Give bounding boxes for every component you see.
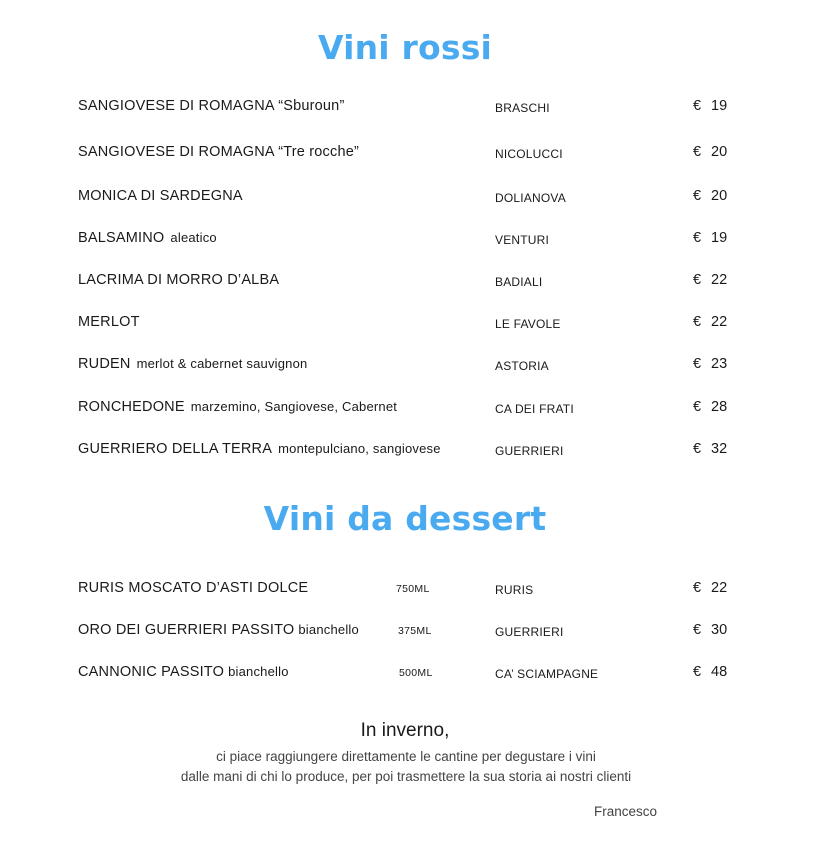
- currency-symbol: €: [693, 272, 702, 288]
- section-title-red-wines: Vini rossi: [317, 28, 493, 67]
- grape-variety: merlot & cabernet sauvignon: [136, 356, 308, 371]
- wine-main-name: ORO DEI GUERRIERI PASSITO: [78, 622, 295, 638]
- currency-symbol: €: [693, 441, 702, 457]
- currency-symbol: €: [693, 314, 702, 330]
- signature: Francesco: [594, 804, 658, 819]
- producer-name: GUERRIERI: [495, 444, 564, 458]
- wine-name: LACRIMA DI MORRO D’ALBA: [78, 272, 280, 288]
- price: 22: [711, 580, 728, 596]
- wine-row: [0, 144, 833, 168]
- note-line-1: ci piace raggiungere direttamente le cantine per degustare i vini: [216, 749, 596, 764]
- producer-name: RURIS: [495, 583, 534, 597]
- price: 28: [711, 399, 728, 415]
- wine-name: SANGIOVESE DI ROMAGNA “Sburoun”: [78, 98, 345, 114]
- currency-symbol: €: [693, 622, 702, 638]
- wine-row: [0, 399, 833, 423]
- wine-row: [0, 622, 833, 646]
- bottle-size: 375ML: [398, 625, 432, 637]
- currency-symbol: €: [693, 580, 702, 596]
- grape-variety: montepulciano, sangiovese: [278, 441, 441, 456]
- wine-name: [78, 230, 217, 246]
- wine-row: [0, 230, 833, 254]
- price: 48: [711, 664, 728, 680]
- price: 23: [711, 356, 728, 372]
- wine-name: [78, 399, 397, 415]
- currency-symbol: €: [693, 98, 702, 114]
- price: 19: [711, 98, 728, 114]
- currency-symbol: €: [693, 188, 702, 204]
- currency-symbol: €: [693, 144, 702, 160]
- wine-name: MONICA DI SARDEGNA: [78, 188, 243, 204]
- price: 19: [711, 230, 728, 246]
- wine-row: [0, 356, 833, 380]
- wine-row: [0, 314, 833, 338]
- grape-variety: bianchello: [228, 664, 289, 679]
- section-title-dessert-wines: Vini da dessert: [263, 499, 547, 538]
- bottle-size: 500ML: [399, 667, 433, 679]
- wine-main-name: GUERRIERO DELLA TERRA: [78, 441, 273, 457]
- wine-main-name: CANNONIC PASSITO: [78, 664, 225, 680]
- wine-row: [0, 98, 833, 122]
- producer-name: LE FAVOLE: [495, 317, 561, 331]
- wine-row: [0, 664, 833, 688]
- price: 32: [711, 441, 728, 457]
- producer-name: DOLIANOVA: [495, 191, 566, 205]
- note-title: In inverno,: [360, 720, 450, 741]
- wine-main-name: BALSAMINO: [78, 230, 165, 246]
- currency-symbol: €: [693, 230, 702, 246]
- grape-variety: bianchello: [298, 622, 359, 637]
- wine-name: MERLOT: [78, 314, 140, 330]
- producer-name: BADIALI: [495, 275, 543, 289]
- wine-main-name: RUDEN: [78, 356, 131, 372]
- grape-variety: marzemino, Sangiovese, Cabernet: [190, 399, 398, 414]
- producer-name: ASTORIA: [495, 359, 549, 373]
- wine-name: [78, 664, 289, 680]
- wine-row: [0, 272, 833, 296]
- producer-name: CA’ SCIAMPAGNE: [495, 667, 599, 681]
- note-line-2: dalle mani di chi lo produce, per poi trasmettere la sua storia ai nostri clienti: [180, 769, 632, 784]
- wine-main-name: RONCHEDONE: [78, 399, 185, 415]
- currency-symbol: €: [693, 356, 702, 372]
- producer-name: CA DEI FRATI: [495, 402, 574, 416]
- wine-row: [0, 580, 833, 604]
- producer-name: NICOLUCCI: [495, 147, 563, 161]
- wine-name: [78, 622, 359, 638]
- price: 22: [711, 272, 728, 288]
- currency-symbol: €: [693, 664, 702, 680]
- price: 20: [711, 188, 728, 204]
- wine-row: [0, 188, 833, 212]
- bottle-size: 750ML: [396, 583, 430, 595]
- producer-name: VENTURI: [495, 233, 550, 247]
- grape-variety: aleatico: [170, 230, 217, 245]
- wine-name: SANGIOVESE DI ROMAGNA “Tre rocche”: [78, 144, 360, 160]
- currency-symbol: €: [693, 399, 702, 415]
- price: 30: [711, 622, 728, 638]
- producer-name: BRASCHI: [495, 101, 550, 115]
- wine-name: [78, 441, 441, 460]
- wine-name: [78, 356, 307, 372]
- price: 20: [711, 144, 728, 160]
- price: 22: [711, 314, 728, 330]
- wine-name: RURIS MOSCATO D’ASTI DOLCE: [78, 580, 309, 596]
- wine-row: [0, 441, 833, 465]
- producer-name: GUERRIERI: [495, 625, 564, 639]
